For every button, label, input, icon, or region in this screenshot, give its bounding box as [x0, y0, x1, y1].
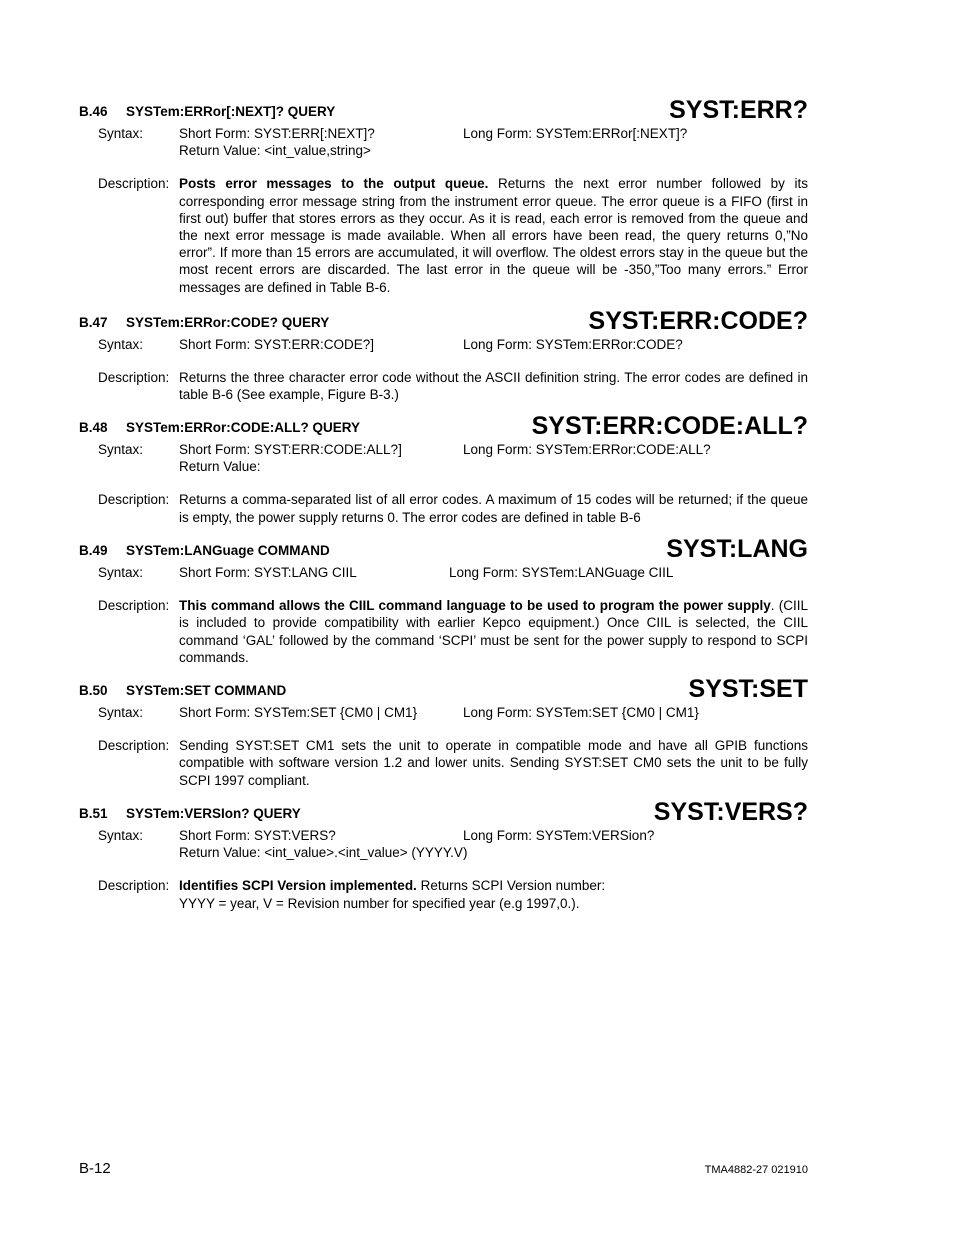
description-text: [179, 877, 808, 911]
long-form: Long Form: SYSTem:VERSion?: [463, 828, 655, 843]
section-number: B.51: [79, 806, 108, 821]
command-heading: SYST:LANG: [666, 535, 808, 563]
section-title: [79, 315, 329, 330]
section-b50: [79, 676, 808, 789]
description-text: Returns a comma-separated list of all error codes. A maximum of 15 codes will be returned; if the queue is empty, the power supply returns 0. The error codes are defined in table B-6: [179, 492, 808, 525]
syntax-row: [79, 125, 808, 159]
command-heading: SYST:ERR:CODE:ALL?: [531, 412, 808, 440]
description-text: [179, 175, 808, 295]
section-header: [79, 308, 808, 334]
syntax-row: [79, 564, 808, 581]
section-title: [79, 104, 335, 119]
syntax-row: [79, 336, 808, 353]
description-row: [79, 491, 808, 525]
section-header: [79, 799, 808, 825]
description-label: Description:: [98, 878, 170, 894]
description-body: . (CIIL is included to provide compatibility with earlier Kepco equipment.) Once CIIL is selected, the CIIL command ‘GAL’ followed by the command ‘SCPI’ must be sent for the power supply to respond to SCPI commands.: [179, 598, 808, 665]
description-label: Description:: [98, 598, 170, 614]
section-title: [79, 420, 360, 435]
description-body: Returns SCPI Version number:: [416, 878, 606, 894]
description-text: Sending SYST:SET CM1 sets the unit to operate in compatible mode and have all GPIB functions compatible with software version 1.2 and lower units. Sending SYST:SET CM0 sets the unit to be fully SCPI 1997 compliant.: [179, 738, 808, 788]
long-form: Long Form: SYSTem:LANGuage CIIL: [449, 565, 674, 580]
short-form: Short Form: SYST:ERR:CODE:ALL?]: [179, 442, 402, 457]
section-number: B.46: [79, 104, 108, 119]
description-row: [79, 369, 808, 403]
description-bold: This command allows the CIIL command language to be used to program the power supply: [179, 598, 771, 614]
syntax-row: [79, 441, 808, 475]
long-form: Long Form: SYSTem:SET {CM0 | CM1}: [463, 705, 699, 720]
section-header: [79, 536, 808, 562]
long-form: Long Form: SYSTem:ERRor[:NEXT]?: [463, 126, 688, 141]
description-bold: Posts error messages to the output queue.: [179, 176, 489, 192]
syntax-row: [79, 827, 808, 861]
section-number: B.47: [79, 315, 108, 330]
section-number: B.48: [79, 420, 108, 435]
short-form: Short Form: SYST:LANG CIIL: [179, 565, 357, 580]
syntax-label: Syntax:: [98, 337, 144, 352]
short-form: Short Form: SYST:VERS?: [179, 828, 336, 843]
section-heading: SYSTem:ERRor[:NEXT]? QUERY: [126, 104, 336, 119]
page-number: B-12: [79, 1160, 111, 1177]
section-b48: [79, 413, 808, 526]
syntax-label: Syntax:: [98, 126, 144, 141]
long-form: Long Form: SYSTem:ERRor:CODE?: [463, 337, 683, 352]
description-text: [179, 597, 808, 666]
section-number: B.50: [79, 683, 108, 698]
description-row: [79, 737, 808, 789]
document-id: TMA4882-27 021910: [704, 1164, 808, 1176]
syntax-label: Syntax:: [98, 565, 144, 580]
description-row: [79, 597, 808, 666]
command-heading: SYST:SET: [688, 675, 808, 703]
section-b47: [79, 308, 808, 404]
return-value: Return Value: <int_value>.<int_value> (YYYY.V): [179, 845, 468, 861]
description-label: Description:: [98, 492, 170, 508]
section-b49: [79, 536, 808, 666]
section-title: [79, 806, 301, 821]
section-heading: SYSTem:VERSIon? QUERY: [126, 806, 301, 821]
section-number: B.49: [79, 543, 108, 558]
section-heading: SYSTem:SET COMMAND: [126, 683, 287, 698]
description-line-2: YYYY = year, V = Revision number for specified year (e.g 1997,0.).: [179, 895, 580, 911]
description-row: [79, 175, 808, 295]
section-title: [79, 543, 330, 558]
short-form: Short Form: SYSTem:SET {CM0 | CM1}: [179, 705, 418, 720]
description-text: Returns the three character error code without the ASCII definition string. The error codes are defined in table B-6 (See example, Figure B-3.): [179, 370, 808, 403]
syntax-label: Syntax:: [98, 705, 144, 720]
section-header: [79, 97, 808, 123]
short-form: Short Form: SYST:ERR:CODE?]: [179, 337, 375, 352]
description-row: [79, 877, 808, 911]
section-header: [79, 676, 808, 702]
section-b51: [79, 799, 808, 912]
section-header: [79, 413, 808, 439]
section-title: [79, 683, 286, 698]
return-value: Return Value:: [179, 459, 261, 475]
description-label: Description:: [98, 738, 170, 754]
description-bold: Identifies SCPI Version implemented.: [179, 878, 417, 894]
description-label: Description:: [98, 370, 170, 386]
command-heading: SYST:ERR?: [669, 96, 808, 124]
syntax-row: [79, 704, 808, 721]
section-b46: [79, 97, 808, 296]
syntax-label: Syntax:: [98, 442, 144, 457]
section-heading: SYSTem:ERRor:CODE? QUERY: [126, 315, 330, 330]
section-heading: SYSTem:ERRor:CODE:ALL? QUERY: [126, 420, 361, 435]
long-form: Long Form: SYSTem:ERRor:CODE:ALL?: [463, 442, 711, 457]
description-body: Returns the next error number followed by its corresponding error message string from the instrument error queue. The error queue is a FIFO (first in first out) buffer that stores errors as they occur. As it is read, each error is removed from the queue and the next error message is made available. When all errors have been read, the query returns 0,”No error”. If more than 15 errors are accumulated, it will overflow. The oldest errors stay in the queue but the most recent errors are discarded. The last error in the queue will be -350,”Too many errors.” Error messages are defined in Table B-6.: [179, 176, 808, 295]
command-heading: SYST:ERR:CODE?: [588, 307, 808, 335]
short-form: Short Form: SYST:ERR[:NEXT]?: [179, 126, 375, 141]
return-value: Return Value: <int_value,string>: [179, 143, 371, 159]
command-heading: SYST:VERS?: [653, 798, 808, 826]
section-heading: SYSTem:LANGuage COMMAND: [126, 543, 330, 558]
description-label: Description:: [98, 176, 170, 192]
syntax-label: Syntax:: [98, 828, 144, 843]
